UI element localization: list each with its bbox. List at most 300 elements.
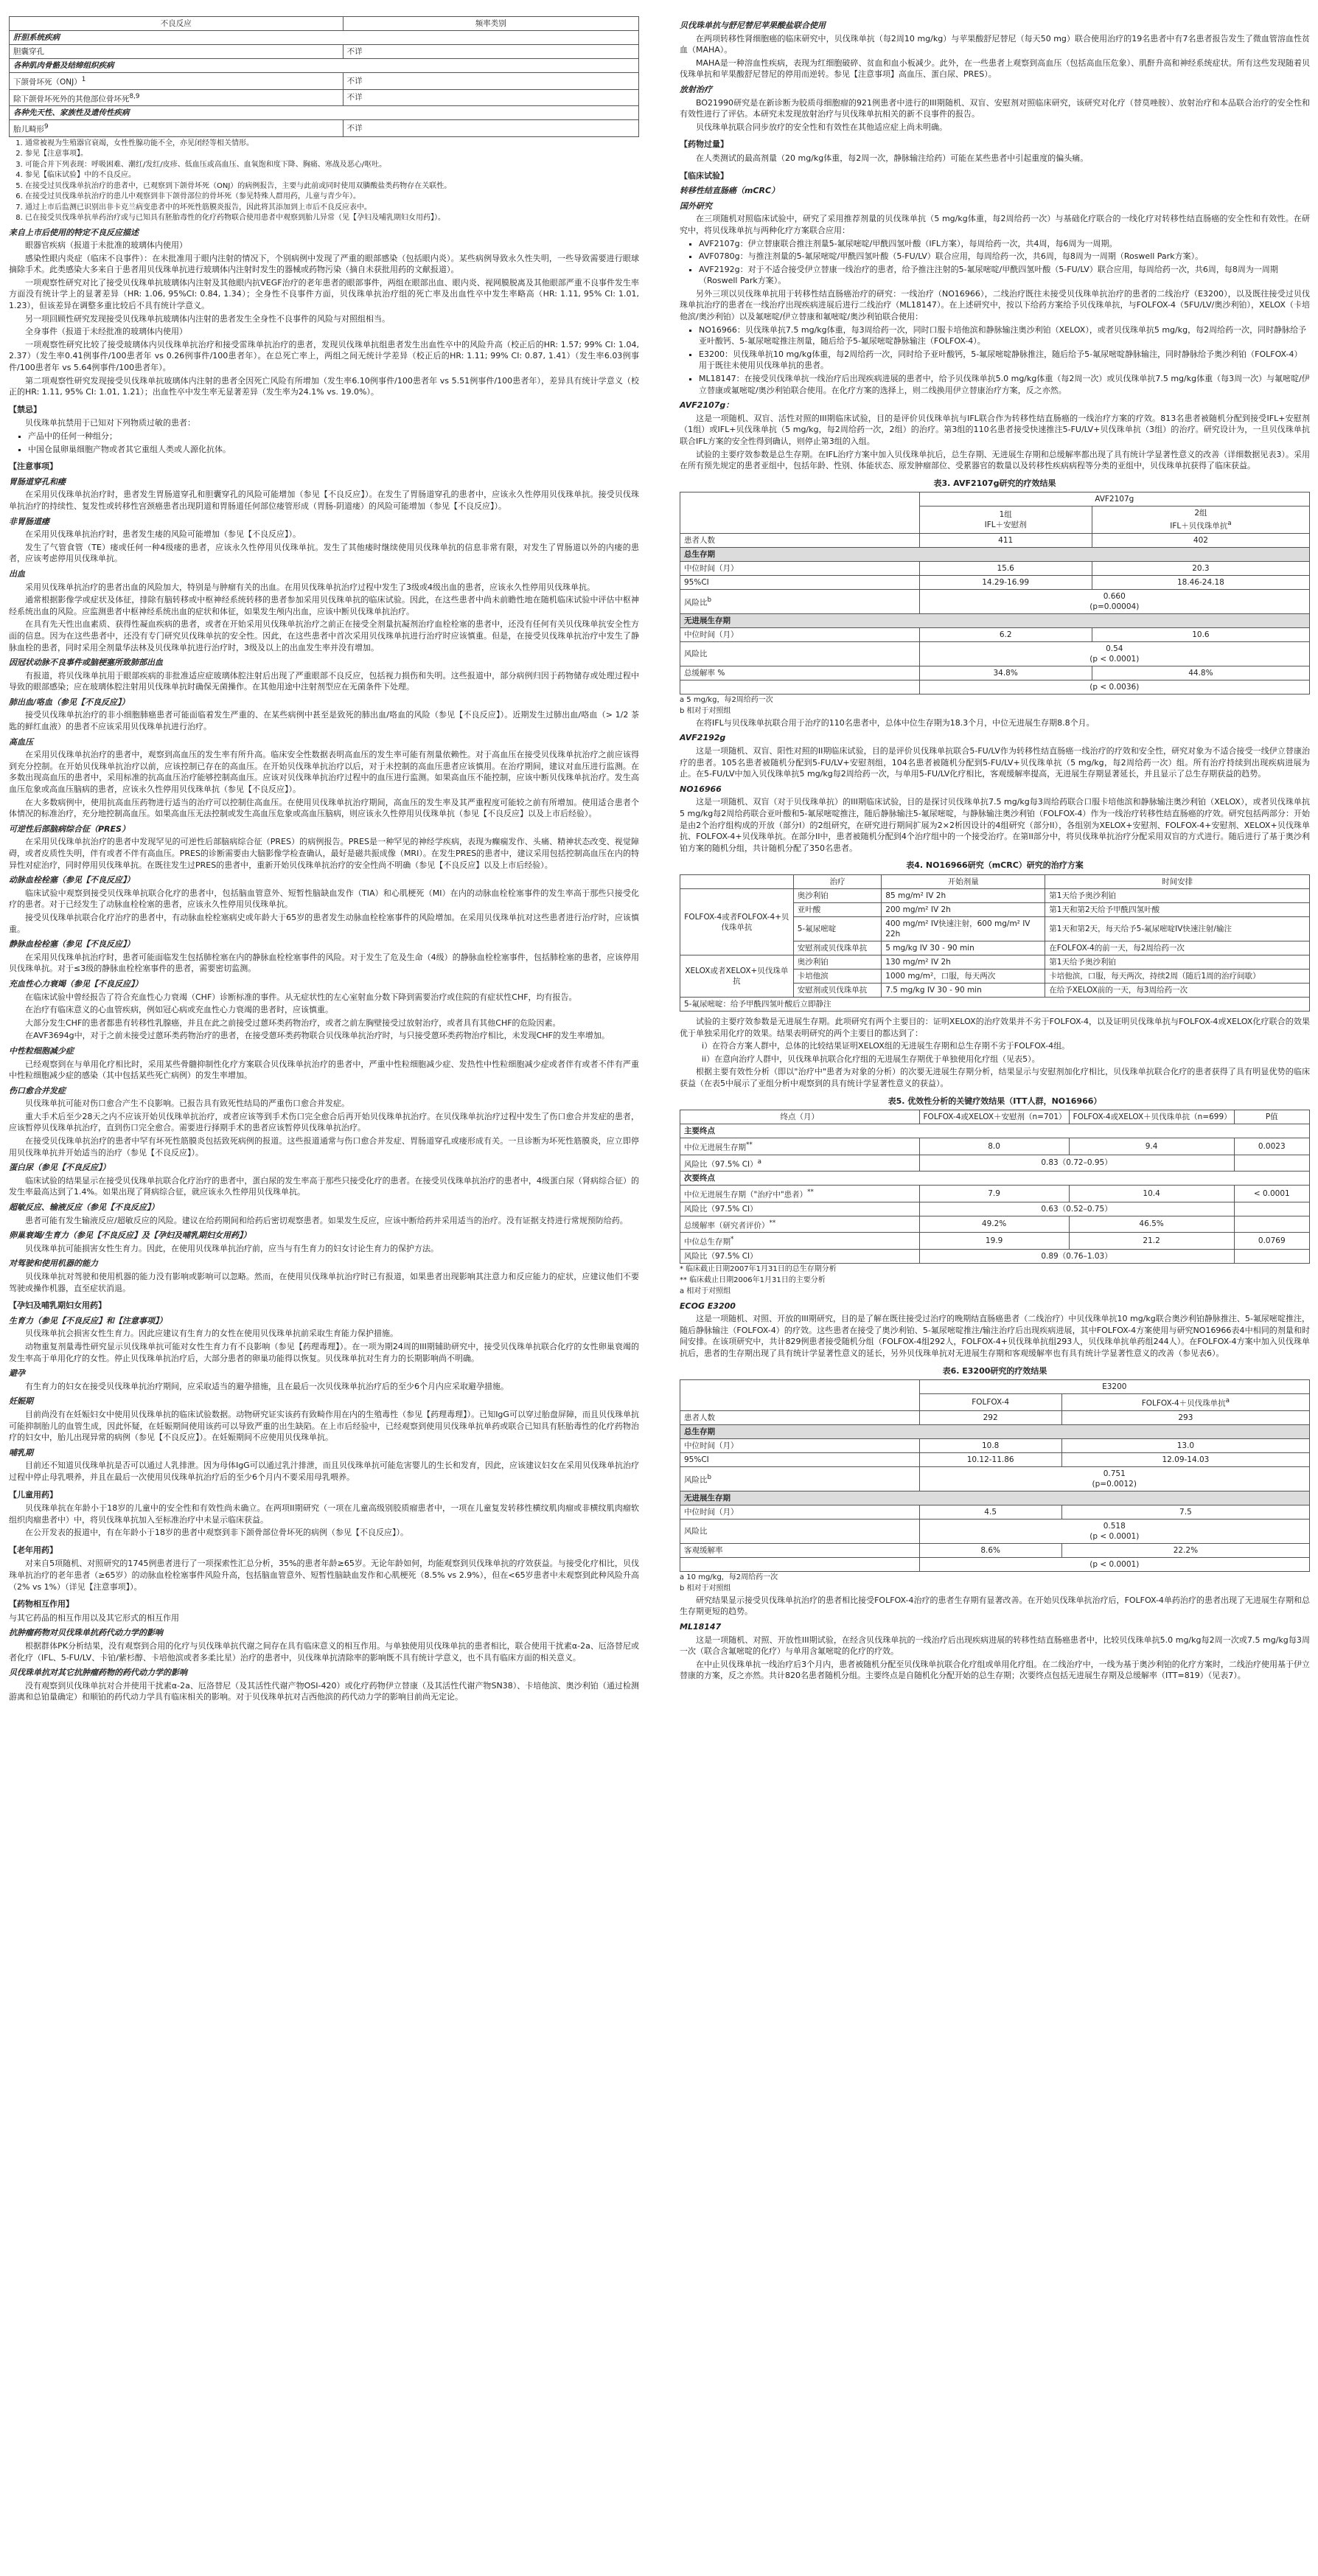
subsection-heading: 对驾驶和使用机器的能力 <box>9 1259 98 1269</box>
table4-header-cell: 时间安排 <box>1045 875 1310 889</box>
paragraph: 感染性眼内炎症（临床不良事件）：在未批准用于眼内注射的情况下，个别病例中发现了严重的眼部感染（包括眼内炎）。某些病例导致永久性失明，一些导致需要进行眼球摘除手术。此类感染大多来自于患者用贝伐珠单抗进行玻璃体内注射时发生的器械或药物污染（摘自未获批用药的文献报道）。 <box>9 253 639 275</box>
table5-section-row <box>680 1124 1310 1138</box>
ae-frequency-cell: 不详 <box>343 73 638 90</box>
bullet-item: ▪ NO16966：贝伐珠单抗7.5 mg/kg体重，每3周给药一次，同时口服卡培他滨和静脉输注奥沙利铂（XELOX），或者贝伐珠单抗5 mg/kg，每2周给药一次，同时静脉给予亚叶酸钙、5-氟尿嘧啶推注剂量，随后给予5-氟尿嘧啶静脉输注（FOLFOX-4）。 <box>699 324 1310 347</box>
row-label: 风险比 <box>684 1526 708 1536</box>
table5-header-cell: P值 <box>1234 1110 1309 1124</box>
table4-title: 表4. NO16966研究（mCRC）研究的治疗方案 <box>906 860 1084 871</box>
table5-p-cell <box>1234 1249 1309 1263</box>
section-heading: 【药物过量】 <box>680 139 728 150</box>
band-cell: 无进展生存期 <box>680 1491 1310 1505</box>
bullet-list <box>9 431 639 455</box>
ae-reaction-cell <box>10 89 344 106</box>
table5-label: 中位无进展生存期（"治疗中"患者） <box>684 1190 808 1200</box>
paragraph: 贝伐珠单抗在年龄小于18岁的儿童中的安全性和有效性尚未确立。在两项II期研究（一项在儿童高级别胶质瘤患者中，一项在儿童复发转移性横纹肌肉瘤或非横纹肌肉瘤软组织肉瘤患者中）中，将贝伐珠单抗加入至标准治疗中未显示临床获益。 <box>9 1503 639 1525</box>
ae-frequency-cell: 不详 <box>343 120 638 137</box>
table-note: a 10 mg/kg，每2周给药一次 <box>680 1573 778 1581</box>
paragraph: 另外三项以贝伐珠单抗用于转移性结直肠癌治疗的研究：一线治疗（NO16966），二线治疗既往未接受贝伐珠单抗治疗的患者的二线治疗（E3200），以及既往接受过贝伐珠单抗治疗的患者在一线治疗出现疾病进展后进行二线治疗（ML18147）。在上述研究中，按以下给药方案给予贝伐珠单抗，与FOLFOX-4（5FU/LV/奥沙利铂），XELOX（卡培他滨/奥沙利铂）以及氟嘧啶/伊立替康和氟嘧啶/奥沙利铂联合使用： <box>680 288 1310 322</box>
table3-col2-sup: a <box>1227 520 1232 528</box>
paragraph: 在人类测试的最高剂量（20 mg/kg体重，每2周一次，静脉输注给药）可能在某些患者中引起重度的偏头痛。 <box>696 153 1089 163</box>
table5-value-1: 49.2% <box>919 1216 1069 1233</box>
subsection-heading: 可逆性后部脑病综合征（PRES） <box>9 824 130 834</box>
table5-label: 中位总生存期 <box>684 1237 731 1247</box>
value-cell-1: 411 <box>919 533 1092 547</box>
band-cell: 总生存期 <box>680 1424 1310 1438</box>
table5-label-sup: ** <box>807 1188 814 1197</box>
subsection-heading: 贝伐珠单抗对其它抗肿瘤药物的药代动力学的影响 <box>9 1668 187 1678</box>
table4 <box>680 874 1310 1012</box>
paragraph: 在采用贝伐珠单抗治疗时，患者发生胃肠道穿孔和胆囊穿孔的风险可能增加（参见【不良反应】）。在发生了胃肠道穿孔的患者中，应该永久性停用贝伐珠单抗。接受贝伐珠单抗治疗的持续性、复发性或转移性宫颈癌患者出现阴道和胃肠道任何部位瘘管形成（胃肠-阴道瘘）的风险可能增加（参见【不良反应】）。 <box>9 490 639 511</box>
paragraph: 贝伐珠单抗可能对伤口愈合产生不良影响。已报告具有致死性结局的严重伤口愈合并发症。 <box>25 1099 349 1109</box>
value-cell-2: 10.6 <box>1092 627 1309 641</box>
data-row <box>680 1543 1310 1557</box>
table5 <box>680 1110 1310 1264</box>
table4-header-cell: 开始剂量 <box>882 875 1045 889</box>
paragraph: 在具有先天性出血素质、获得性凝血疾病的患者，或者在开始采用贝伐珠单抗治疗之前正在接受全剂量抗凝剂治疗血栓栓塞的患者中，还没有任何有关贝伐珠单抗安全性方面的信息。因为在这些患者中，还没有专门研究贝伐珠单抗的安全性。因此，在这些患者中首次采用贝伐珠单抗进行治疗时应该慎重。但是，在接受贝伐珠单抗治疗中发生了静脉血栓的患者，同时采用全剂量华法林及贝伐珠单抗进行治疗时，3级及以上的出血发生率并没有增加。 <box>9 619 639 652</box>
subsection-heading: 妊娠期 <box>9 1396 33 1407</box>
table5-value-2: 46.5% <box>1069 1216 1234 1233</box>
row-label-cell <box>680 589 920 613</box>
merged-value-cell: (p < 0.0001) <box>919 1557 1309 1571</box>
table5-value-2: 9.4 <box>1069 1138 1234 1155</box>
merged-value-cell: 0.751 (p=0.0012) <box>919 1466 1309 1491</box>
table4-schedule-cell: 在给予XELOX前的一天，每3周给药一次 <box>1045 984 1310 998</box>
table5-row <box>680 1155 1310 1172</box>
table4-header-row <box>680 875 1310 889</box>
subsection-heading: 生育力（参见【不良反应】和【注意事项】） <box>9 1315 167 1326</box>
table4-row <box>680 889 1310 903</box>
subsection-heading: AVF2107g： <box>680 400 734 411</box>
ae-reaction-cell <box>10 45 344 59</box>
row-label-cell <box>680 680 920 694</box>
table5-label-cell <box>680 1186 920 1202</box>
merged-value-cell: (p < 0.0036) <box>919 680 1309 694</box>
paragraph: 患者可能有发生输液反应/超敏反应的风险。建议在给药期间和给药后密切观察患者。如果发生反应，应该中断给药并采用适当的治疗。没有证据支持进行常规预防给药。 <box>25 1215 628 1225</box>
paragraph: 全身事件（报道于未经批准的玻璃体内使用） <box>25 327 187 337</box>
value-cell-2: 13.0 <box>1061 1438 1309 1452</box>
table-note: ** 临床截止日期2006年1月31日的主要分析 <box>680 1275 826 1284</box>
subsection-heading: 出血 <box>9 568 25 579</box>
e3200-text: 这是一项随机、对照、开放的III期研究，目的是了解在既往接受过治疗的晚期结直肠癌患者（二线治疗）中贝伐珠单抗10 mg/kg联合奥沙利铂静脉推注、5-氟尿嘧啶推注，随后静脉输注（FOLFOX-4）的疗效。这些患者在接受了奥沙利铂、5-氟尿嘧啶推注/输注治疗后出现疾病进展，其中FOLFOX-4方案使用与研究NO16966表4中相同的剂量和时间安排。在该项研究中，共计829例患者接受随机分组（FOLFOX-4组292人，FOLFOX-4+贝伐珠单抗组293人，贝伐珠单抗单药组244人）。在FOLFOX-4方案中加入贝伐珠单抗后，患者的生存期出现了具有统计学显著性意义的延长，另外贝伐珠单抗对无进展生存期和客观缓解率也有具有统计学显著性意义的改善（参见表6）。 <box>680 1314 1310 1359</box>
paragraph: 试验的主要疗效参数是总生存期。在IFL治疗方案中加入贝伐珠单抗后，总生存期、无进展生存期和总缓解率都出现了具有统计学显著性意义的改善（详细数据见表3）。采用在所有预先规定的患者亚组中，包括年龄、性别、体能状态、原发肿瘤部位、受累器官的数量以及转移性疾病病程等分类的亚组中，贝伐珠单抗获得了临床获益。 <box>680 449 1310 471</box>
paragraph: 在AVF3694g中，对于之前未接受过蒽环类药物治疗的患者，在接受蒽环类药物联合贝伐珠单抗治疗时，与只接受蒽环类药物治疗相比，未发现CHF的发生率增加。 <box>25 1031 610 1041</box>
ae-row <box>10 45 639 59</box>
table4-header-cell <box>680 875 794 889</box>
paragraph: 通常根据影像学或症状及体征，排除有脑转移或中枢神经系统转移的患者参加采用贝伐珠单抗的临床试验。因此，在这些患者中尚未前瞻性地在随机临床试验中评估中枢神经系统出血的风险。应监测患者中枢神经系统出血的症状和体征，如果发生颅内出血，应该中断贝伐珠单抗治疗。 <box>9 595 639 616</box>
subsection-heading: 国外研究 <box>680 201 712 211</box>
table4-header-cell: 治疗 <box>793 875 882 889</box>
data-row <box>680 1438 1310 1452</box>
table5-p-cell: 0.0769 <box>1234 1233 1309 1250</box>
left-body-text <box>9 227 639 1704</box>
paragraph: 目前还不知道贝伐珠单抗是否可以通过人乳排泄。因为母体IgG可以通过乳汁排泄，而且贝伐珠单抗可能危害婴儿的生长和发育，因此，应该建议妇女在采用贝伐珠单抗治疗过程中停止母乳喂养，并且在最后一次使用贝伐珠单抗治疗后的至少6个月内不要采用母乳喂养。 <box>9 1461 639 1482</box>
table5-label-sup: ** <box>769 1219 776 1227</box>
left-column <box>9 16 639 1705</box>
paragraph: 根据群体PK分析结果，没有观察到合用的化疗与贝伐珠单抗代谢之间存在具有临床意义的相互作用。与单独使用贝伐珠单抗的患者相比，联合使用干扰素α-2a、厄洛替尼或者化疗（IFL、5-FU/LV、卡铂/紫杉醇、卡培他滨或者多柔比星）治疗的患者中，贝伐珠单抗清除率的影响既不具有统计学意义，也不具有临床方面的相关意义。 <box>9 1641 639 1663</box>
paragraph: 另一项回顾性研究发现接受贝伐珠单抗玻璃体内注射的患者发生全身性不良事件的风险与对照组相当。 <box>25 313 390 324</box>
table3-col1 <box>919 507 1092 534</box>
table4-schedule-cell: 第1天和第2天，每天给予5-氟尿嘧啶IV快速注射/输注 <box>1045 917 1310 941</box>
data-row <box>680 561 1310 575</box>
bullet-item: ▪ ML18147：在接受贝伐珠单抗一线治疗后出现疾病进展的患者中，给予贝伐珠单抗5.0 mg/kg体重（每2周一次）或贝伐珠单抗7.5 mg/kg体重（每3周一次）与氟嘧啶/伊立替康或氟嘧啶/奥沙利铂联合使用。在化疗方案的选择上，则二线换用伊立替康治疗方案，反之亦然。 <box>699 373 1310 396</box>
row-label: 中位时间（月） <box>684 1441 739 1450</box>
table5-notes <box>680 1264 1310 1297</box>
list-paragraph: i）在符合方案人群中，总体的比较结果证明XELOX组的无进展生存期和总生存期不劣于FOLFOX-4组。 <box>702 1041 1070 1051</box>
ae-reaction-label: 胎儿畸形 <box>13 125 44 134</box>
paragraph: 在接受贝伐珠单抗治疗的患者中罕有坏死性筋膜炎包括致死病例的报道。这些报道通常与伤口愈合并发症、胃肠道穿孔或瘘形成有关。一旦诊断为坏死性筋膜炎，应立即停用贝伐珠单抗并开始适当的治疗（参见【不良反应】）。 <box>9 1136 639 1158</box>
paragraph: 一项观察性研究对比了接受贝伐珠单抗玻璃体内注射及其他眼内抗VEGF治疗的老年患者的眼部事件，两组在眼部出血、眼内炎、视网膜脱离及其他眼部严重不良事件发生率方面没有统计学上的显著差异（HR: 1.06, 95%CI: 0.84, 1.34）；全身性不良事件方面，贝伐珠单抗治疗组的死亡率及出血性卒中发生率略高（HR: 1.11, 95% CI: 1.01, 1.23），但该差异在调整多重比较后不具有统计学意义。 <box>9 277 639 311</box>
row-label-cell <box>680 1438 920 1452</box>
paragraph: 第二项观察性研究发现接受贝伐珠单抗玻璃体内注射的患者全因死亡风险有所增加（发生率6.10例事件/100患者年 vs 5.51例事件/100患者年），差异具有统计学意义（校正的HR: 1.11, 95% CI: 1.01, 1.21）；出血性卒中发生率无显著差异（发生率为24.1% vs. 19.0%）。 <box>9 375 639 397</box>
ae-row <box>10 73 639 90</box>
paragraph: 对来自5项随机、对照研究的1745例患者进行了一项探索性汇总分析，35%的患者年龄≥65岁。无论年龄如何，均能观察到贝伐珠单抗的疗效获益。与接受化疗相比，贝伐珠单抗治疗的老年患者（≥65岁）的动脉血栓栓塞事件风险升高，包括脑血管意外、短暂性脑缺血发作和心肌梗死（8.5% vs 2.9%），但在<65岁患者中未观察到此种风险升高（2% vs 1%）（详见【注意事项】）。 <box>9 1559 639 1592</box>
table5-value-1: 8.0 <box>919 1138 1069 1155</box>
right-intro-text <box>680 20 1310 472</box>
table3-group: AVF2107g <box>919 492 1309 507</box>
data-row <box>680 1557 1310 1571</box>
table5-merged-cell: 0.89（0.76–1.03） <box>919 1249 1234 1263</box>
ae-footnote: 6. 在接受过贝伐珠单抗治疗的患儿中观察到非下颌骨部位的骨坏死（参见特殊人群用药，儿童与青少年）。 <box>25 192 639 202</box>
ml18147-title: ML18147 <box>680 1621 722 1632</box>
ae-reaction-sup: 8,9 <box>129 92 140 100</box>
row-label: 风险比 <box>684 649 708 658</box>
table6-group: E3200 <box>919 1380 1309 1394</box>
value-cell-2: 20.3 <box>1092 561 1309 575</box>
ae-footnote: 7. 通过上市后监测已识别出非卡克兰病变患者中的坏死性筋膜炎报告，因此将其添加到上市后不良反应表中。 <box>25 203 639 213</box>
subsection-heading: 蛋白尿（参见【不良反应】） <box>9 1163 111 1173</box>
bullet-list <box>680 324 1310 397</box>
subsection-heading: 肺出血/咯血（参见【不良反应】） <box>9 697 130 707</box>
table4-footer-row <box>680 998 1310 1012</box>
ae-reaction-label: 胆囊穿孔 <box>13 47 44 56</box>
row-label: 95%CI <box>684 577 709 587</box>
no16966-text: 这是一项随机、双盲（对于贝伐珠单抗）的III期临床试验，目的是探讨贝伐珠单抗7.5 mg/kg每3周给药联合口服卡培他滨和静脉输注奥沙利铂（XELOX），或者贝伐珠单抗5 mg/kg每2周给药联合亚叶酸和5-氟尿嘧啶推注，随后静脉输注5-氟尿嘧啶，与静脉输注奥沙利铂（FOLFOX-4）作为一线治疗转移性结直肠癌的疗效。研究包括两部分：开始是由2个治疗组构成的开放（部分I）的2组研究，在研究进行期间扩展为2×2析因设计的4组研究（部分II），各组别为XELOX+安慰剂、FOLFOX-4+安慰剂、XELOX+贝伐珠单抗、FOLFOX-4+贝伐珠单抗。在部分II中，患者被随机分配到4个治疗组中的一个接受治疗。在第II部分中，将贝伐珠单抗治疗分配采用双盲的方式进行。随后进行了基于奥沙利铂方案的随机分组，共计随机分配了350名患者。 <box>680 797 1310 853</box>
ae-table-body <box>10 31 639 137</box>
table5-label-cell <box>680 1216 920 1233</box>
table4-drug-cell: 奥沙利铂 <box>793 955 882 970</box>
row-label-cell <box>680 1505 920 1519</box>
data-row <box>680 680 1310 694</box>
value-cell-2: 44.8% <box>1092 666 1309 680</box>
value-cell-1: 34.8% <box>919 666 1092 680</box>
table4-schedule-cell: 卡培他滨，口服，每天两次，持续2周（随后1周的治疗间歇） <box>1045 970 1310 984</box>
row-label-cell <box>680 1410 920 1424</box>
ml18147-text: 这是一项随机、对照、开放性III期试验，在经含贝伐珠单抗的一线治疗后出现疾病进展的转移性结直肠癌患者中，比较贝伐珠单抗5.0 mg/kg每2周一次或7.5 mg/kg每3周一次（联合含氟嘧啶的化疗）与单用含氟嘧啶的化疗的疗效。 <box>680 1635 1310 1657</box>
data-row <box>680 575 1310 589</box>
data-row <box>680 666 1310 680</box>
table6-col2-sup: a <box>1225 1397 1230 1405</box>
right-column <box>680 16 1310 1683</box>
paragraph: 接受贝伐珠单抗治疗的非小细胞肺癌患者可能面临着发生严重的、在某些病例中甚至是致死的肺出血/咯血的风险（参见【不良反应】）。近期发生过肺出血/咯血（> 1/2 茶匙的鲜红血液）的患者不应该采用贝伐珠单抗进行治疗。 <box>9 710 639 732</box>
table5-header-row <box>680 1110 1310 1124</box>
table3-corner <box>680 492 920 534</box>
ae-header-frequency: 频率类别 <box>343 17 638 31</box>
ae-section-row <box>10 59 639 73</box>
table4-footer-cell: 5-氟尿嘧啶：给予甲酰四氢叶酸后立即静注 <box>680 998 1310 1012</box>
data-row <box>680 533 1310 547</box>
table5-label-sup: a <box>757 1158 761 1166</box>
table4-dose-cell: 85 mg/m² IV 2h <box>882 889 1045 903</box>
ae-reaction-cell <box>10 73 344 90</box>
section-heading: 【注意事项】 <box>9 462 57 472</box>
row-label-cell <box>680 641 920 666</box>
table5-row <box>680 1202 1310 1216</box>
row-label: 患者人数 <box>684 535 715 545</box>
subsection-heading: 充血性心力衰竭（参见【不良反应】） <box>9 978 143 989</box>
row-label-cell <box>680 1466 920 1491</box>
paragraph: 这是一项随机、双盲、活性对照的III期临床试验，目的是评价贝伐珠单抗与IFL联合作为转移性结直肠癌的一线治疗方案的疗效。813名患者被随机分配到接受IFL+安慰剂（1组）或IFL+贝伐珠单抗（5 mg/kg，每2周给药一次，2组）的治疗。第3组的110名患者接受快速推注5-FU/LV+贝伐珠单抗（3组）的治疗。研究设计为，一旦贝伐珠单抗联合IFL方案的安全性得到确认，则停止第3组的入组。 <box>680 413 1310 446</box>
section-heading: 【老年用药】 <box>9 1545 57 1555</box>
paragraph: 与其它药品的相互作用以及其它形式的相互作用 <box>9 1612 179 1623</box>
table5-label-cell <box>680 1155 920 1172</box>
ae-section-row <box>10 106 639 120</box>
ae-frequency-cell: 不详 <box>343 45 638 59</box>
value-cell-1: 14.29-16.99 <box>919 575 1092 589</box>
after-table6-text: 研究结果显示接受贝伐珠单抗治疗的患者相比接受FOLFOX-4治疗的患者生存期有显著改善。在开始贝伐珠单抗治疗后，FOLFOX-4单药治疗的患者出现了无进展生存期和总生存期更短的趋势。 <box>680 1595 1310 1617</box>
table5-label-sup: * <box>731 1236 734 1244</box>
table5-label-cell <box>680 1138 920 1155</box>
bullet-item: ▪ 中国仓鼠卵巢细胞产物或者其它重组人类或人源化抗体。 <box>28 444 639 456</box>
paragraph: 临床试验中观察到接受贝伐珠单抗联合化疗的患者中，包括脑血管意外、短暂性脑缺血发作（TIA）和心肌梗死（MI）在内的动脉血栓栓塞事件的发生率高于那些只接受化疗的患者。对于已经发生了动脉血栓栓塞的患者，应该永久性停用贝伐珠单抗。 <box>9 888 639 910</box>
subsection-heading: 静脉血栓栓塞（参见【不良反应】） <box>9 939 135 950</box>
bullet-item: ▪ AVF0780g：与推注剂量的5-氟尿嘧啶/甲酰四氢叶酸（5-FU/LV）联合应用，每周给药一次，共6周，每8周为一周期（Roswell Park方案）。 <box>699 251 1310 262</box>
table5-merged-cell: 0.83（0.72–0.95） <box>919 1155 1234 1172</box>
no16966-title: NO16966 <box>680 784 722 794</box>
paragraph: 已经观察到在与单用化疗相比时，采用某些骨髓抑制性化疗方案联合贝伐珠单抗治疗的患者中，严重中性粒细胞减少症、发热性中性粒细胞减少症或者伴有或者不伴有严重中性粒细胞减少症的感染（其中包括某些死亡病例）的发生率增加。 <box>9 1059 639 1081</box>
table4-dose-cell: 7.5 mg/kg IV 30 - 90 min <box>882 984 1045 998</box>
table5-section-row <box>680 1172 1310 1186</box>
bullet-item: ▪ E3200：贝伐珠单抗10 mg/kg体重，每2周给药一次，同时给予亚叶酸钙，5-氟尿嘧啶静脉推注，随后给予5-氟尿嘧啶静脉输注，同时静脉给予奥沙利铂（FOLFOX-4）用于既往未使用贝伐珠单抗的患者。 <box>699 349 1310 372</box>
data-row <box>680 627 1310 641</box>
paragraph: 目前尚没有在妊娠妇女中使用贝伐珠单抗的临床试验数据。动物研究证实该药有致畸作用在内的生殖毒性（参见【药理毒理】）。已知IgG可以穿过胎盘屏障，而且贝伐珠单抗可能抑制胎儿的血管生成，因此怀疑，在妊娠期间使用该药可以导致严重的出生缺陷。在上市后经验中，已经观察到使用贝伐珠单抗单药或联合已知具有胚胎毒性的化疗药物治疗的妇女中，胎儿出现异常的病例（参见【不良反应】）。在妊娠期间不应使用贝伐珠单抗。 <box>9 1409 639 1443</box>
band-row <box>680 1491 1310 1505</box>
bullet-item: ▪ AVF2107g：伊立替康联合推注剂量5-氟尿嘧啶/甲酰四氢叶酸（IFL方案），每周给药一次，共4周，每6周为一周期。 <box>699 238 1310 250</box>
table4-dose-cell: 1000 mg/m²，口服，每天两次 <box>882 970 1045 984</box>
section-heading: 【儿童用药】 <box>9 1489 57 1500</box>
row-label: 中位时间（月） <box>684 630 739 639</box>
value-cell-2: 293 <box>1061 1410 1309 1424</box>
section-heading: 【临床试验】 <box>680 170 728 181</box>
subsection-heading: 卵巢衰竭/生育力（参见【不良反应】及【孕妇及哺乳期妇女用药】） <box>9 1230 251 1241</box>
row-label: 风险比 <box>684 598 708 608</box>
table5-section-cell: 主要终点 <box>680 1124 1310 1138</box>
table5-p-cell <box>1234 1155 1309 1172</box>
subsection-heading: 转移性结直肠癌（mCRC） <box>680 186 780 196</box>
ae-header-reaction: 不良反应 <box>10 17 344 31</box>
section-heading: 【药物相互作用】 <box>9 1599 74 1609</box>
table4-drug-cell: 卡培他滨 <box>793 970 882 984</box>
table5-body <box>680 1124 1310 1264</box>
row-label-cell <box>680 1557 920 1571</box>
paragraph: 贝伐珠单抗禁用于已知对下列物质过敏的患者： <box>25 418 195 428</box>
table3-col2 <box>1092 507 1309 534</box>
table5-row <box>680 1138 1310 1155</box>
value-cell-2: 402 <box>1092 533 1309 547</box>
paragraph: 贝伐珠单抗对驾驶和使用机器的能力没有影响或影响可以忽略。然而，在使用贝伐珠单抗治疗时已有报道，如果患者出现影响其注意力和反应能力的症状，应建议他们不要驾驶或操作机器，直至症状消退。 <box>9 1272 639 1293</box>
table3-col2-arm: IFL＋贝伐珠单抗 <box>1170 521 1228 531</box>
row-label-cell <box>680 627 920 641</box>
table6-title: 表6. E3200研究的疗效结果 <box>942 1365 1047 1376</box>
table5-row <box>680 1233 1310 1250</box>
table5-section-cell: 次要终点 <box>680 1172 1310 1186</box>
ae-reaction-label: 除下颌骨坏死外的其他部位骨坏死 <box>13 94 130 103</box>
section-heading: 【禁忌】 <box>9 404 41 414</box>
table5-label: 总缓解率（研究者评价） <box>684 1221 770 1230</box>
merged-value-cell: 0.518 (p < 0.0001) <box>919 1519 1309 1543</box>
subsection-heading: 非胃肠道瘘 <box>9 516 49 526</box>
row-label-sup: b <box>707 1473 712 1481</box>
table3-body <box>680 533 1310 694</box>
value-cell-2: 12.09-14.03 <box>1061 1452 1309 1466</box>
paragraph: 在两项转移性肾细胞癌的临床研究中，贝伐珠单抗（每2周10 mg/kg）与苹果酸舒尼替尼（每天50 mg）联合使用治疗的19名患者中有7名患者报告发生了微血管溶血性贫血（MAHA）。 <box>680 33 1310 55</box>
band-row <box>680 613 1310 627</box>
subsection-heading: 哺乳期 <box>9 1447 33 1458</box>
table5-value-1: 19.9 <box>919 1233 1069 1250</box>
paragraph: 贝伐珠单抗联合同步放疗的安全性和有效性在其他适应症上尚未明确。 <box>696 122 947 132</box>
ae-frequency-cell: 不详 <box>343 89 638 106</box>
row-label: 风险比 <box>684 1475 708 1485</box>
data-row <box>680 1466 1310 1491</box>
paragraph: 一项观察性研究比较了接受玻璃体内贝伐珠单抗治疗和接受雷珠单抗治疗的患者，发现贝伐珠单抗组患者发生出血性卒中的风险升高（校正后的HR: 1.57; 99% CI: 1.04, 2.37）（发生率0.41例事件/100患者年 vs 0.26例事件/100患者年）。在总死亡率上，两组之间无统计学差异（校正后的HR: 1.11; 99% CI: 0.87, 1.41）（发生率6.03例事件/100患者年 vs 5.64例事件/100患者年）。 <box>9 339 639 373</box>
bullet-list <box>680 238 1310 287</box>
row-label-sup: b <box>707 596 712 605</box>
table5-header-cell: FOLFOX-4或XELOX＋安慰剂（n=701） <box>919 1110 1069 1124</box>
table5-value-1: 7.9 <box>919 1186 1069 1202</box>
paragraph: 贝伐珠单抗可能损害女性生育力。因此，在使用贝伐珠单抗治疗前，应当与有生育力的妇女讨论生育力的保护方法。 <box>25 1243 439 1253</box>
row-label-cell <box>680 666 920 680</box>
table4-schedule-cell: 在FOLFOX-4的前一天，每2周给药一次 <box>1045 941 1310 955</box>
table5-header-cell: FOLFOX-4或XELOX＋贝伐珠单抗（n=699） <box>1069 1110 1234 1124</box>
subsection-heading: 中性粒细胞减少症 <box>9 1045 74 1056</box>
paragraph: 大部分发生CHF的患者都患有转移性乳腺癌，并且在此之前接受过蒽环类药物治疗，或者之前左胸壁接受过放射治疗，或者具有其他CHF的危险因素。 <box>25 1017 561 1028</box>
ae-row <box>10 120 639 137</box>
value-cell-2: 7.5 <box>1061 1505 1309 1519</box>
ae-section-cell: 各种肌肉骨骼及结缔组织疾病 <box>10 59 639 73</box>
row-label-cell <box>680 1519 920 1543</box>
subsection-heading: 胃肠道穿孔和瘘 <box>9 476 66 487</box>
table5-label-cell <box>680 1249 920 1263</box>
ae-footnotes <box>9 139 639 223</box>
merged-value-cell: 0.54 (p < 0.0001) <box>919 641 1309 666</box>
table3-col2-group: 2组 <box>1194 509 1207 518</box>
ae-footnote: 4. 参见【临床试验】中的不良反应。 <box>25 170 639 181</box>
ae-reaction-cell <box>10 120 344 137</box>
value-cell-1: 15.6 <box>919 561 1092 575</box>
value-cell-1: 4.5 <box>919 1505 1061 1519</box>
table5-label-sup: ** <box>746 1141 753 1149</box>
value-cell-1: 292 <box>919 1410 1061 1424</box>
table5-p-cell: 0.0023 <box>1234 1138 1309 1155</box>
table4-schedule-cell: 第1天给予奥沙利铂 <box>1045 955 1310 970</box>
paragraph: MAHA是一种溶血性疾病，表现为红细胞破碎、贫血和血小板减少。此外，在一些患者上观察到高血压（包括高血压危象）、肌酐升高和神经系统症状。所有这些发现随着贝伐珠单抗和苹果酸舒尼替尼的停用而逆转。参见【注意事项】高血压、蛋白尿、PRES）。 <box>680 58 1310 80</box>
paragraph: 没有观察到贝伐珠单抗对合并使用干扰素α-2a、厄洛替尼（及其活性代谢产物OSI-420）或化疗药物伊立替康（及其活性代谢产物SN38）、卡培他滨、奥沙利铂（通过检测游离和总铂量确定）和顺铂的药代动力学具有临床相关的影响。对于贝伐珠单抗对吉西他滨的药代动力学的影响目前尚无定论。 <box>9 1680 639 1702</box>
ae-footnote: 3. 可能合并下列表现：呼吸困难、潮红/发红/皮疹、低血压或高血压、血氧饱和度下降、胸痛、寒战及恶心/呕吐。 <box>25 160 639 170</box>
table6-col2-label: FOLFOX-4＋贝伐珠单抗 <box>1141 1399 1226 1408</box>
subsection-heading: 因冠状动脉不良事件或脑梗塞所致肺部出血 <box>9 658 163 668</box>
data-row <box>680 1519 1310 1543</box>
table5-p-cell <box>1234 1216 1309 1233</box>
table5-label: 风险比（97.5% CI） <box>684 1160 758 1169</box>
subsection-heading: 抗肿瘤药物对贝伐珠单抗药代动力学的影响 <box>9 1628 163 1638</box>
subsection-heading: 放射治疗 <box>680 84 712 94</box>
paragraph: 贝伐珠单抗会损害女性生育力。因此应建议有生育力的女性在使用贝伐珠单抗前采取生育能力保护措施。 <box>25 1329 398 1339</box>
subsection-heading: 动脉血栓栓塞（参见【不良反应】） <box>9 875 135 885</box>
value-cell-1: 10.8 <box>919 1438 1061 1452</box>
list-paragraph: ii）在意向治疗人群中，贝伐珠单抗联合化疗组的无进展生存期优于单独使用化疗组（见表5）。 <box>702 1054 1040 1064</box>
table4-drug-cell: 安慰剂或贝伐珠单抗 <box>793 984 882 998</box>
paragraph: 在采用贝伐珠单抗治疗的患者中，观察到高血压的发生率有所升高。临床安全性数据表明高血压的发生率可能有剂量依赖性。对于高血压在接受贝伐珠单抗治疗之前应该得到充分控制。在开始贝伐珠单抗治疗以前，应该控制已存在的高血压。在开始贝伐珠单抗治疗以后，对于未控制的高血压患者应该慎用。在治疗期间，建议对血压进行监测。在多数出现高血压的患者中，采用标准的抗高血压治疗能够控制高血压。应该对贝伐珠单抗治疗过程中的血压进行监测。如果高血压不能控制，应该中断贝伐珠单抗治疗。发生高血压危象或高血压脑病的患者，应该永久性停用贝伐珠单抗（参见【不良反应】）。 <box>9 750 639 795</box>
value-cell-2: 18.46-24.18 <box>1092 575 1309 589</box>
table4-dose-cell: 200 mg/m² IV 2h <box>882 903 1045 917</box>
ae-footnote: 1. 通常被视为生殖器官衰竭，女性性腺功能不全，亦见闭经等相关情形。 <box>25 139 639 149</box>
row-label-cell <box>680 1543 920 1557</box>
after-table3-text: 在将IFL与贝伐珠单抗联合用于治疗的110名患者中，总体中位生存期为18.3个月，中位无进展生存期8.8个月。 <box>696 717 1095 728</box>
ml18147-text-2: 在中止贝伐珠单抗一线治疗后3个月内，患者被随机分配至贝伐珠单抗联合化疗组或单用化疗组。在二线治疗中，一线为基于奥沙利铂的化疗方案时，二线治疗使用基于伊立替康的方案，反之亦然。共计820名患者随机分组。主要终点是自随机化分配开始的总生存期；次要终点包括无进展生存期及总缓解率（ITT=819）（见表7）。 <box>680 1659 1310 1681</box>
table4-drug-cell: 亚叶酸 <box>793 903 882 917</box>
table5-row <box>680 1186 1310 1202</box>
table5-label: 风险比（97.5% CI） <box>684 1204 758 1214</box>
table5-p-cell: < 0.0001 <box>1234 1186 1309 1202</box>
row-label-cell <box>680 575 920 589</box>
paragraph: 有生育力的妇女在接受贝伐珠单抗治疗期间，应采取适当的避孕措施，且在最后一次贝伐珠单抗治疗后的至少6个月内应采取避孕措施。 <box>25 1381 509 1391</box>
table5-label-cell <box>680 1233 920 1250</box>
paragraph: BO21990研究是在新诊断为胶质母细胞瘤的921例患者中进行的III期随机、双盲、安慰剂对照临床研究，该研究对化疗（替莫唑胺）、放射治疗和本品联合治疗的安全性和有效性进行了评估。本研究未发现放射治疗与贝伐珠单抗相关的新不良事件的报告。 <box>680 97 1310 119</box>
table6-col2 <box>1061 1394 1309 1411</box>
row-label-cell <box>680 561 920 575</box>
band-row <box>680 547 1310 561</box>
table5-title: 表5. 优效性分析的关键疗效结果（ITT人群，NO16966） <box>888 1096 1102 1106</box>
ae-section-cell: 各种先天性、家族性及遗传性疾病 <box>10 106 639 120</box>
section-heading: 【孕妇及哺乳期妇女用药】 <box>9 1301 106 1311</box>
ae-reaction-sup: 1 <box>81 76 86 83</box>
table5-label: 风险比（97.5% CI） <box>684 1251 758 1261</box>
table4-regimen-cell: FOLFOX-4或者FOLFOX-4+贝伐珠单抗 <box>680 889 794 955</box>
table5-p-cell <box>1234 1202 1309 1216</box>
ae-footnote: 2. 参见【注意事项】。 <box>25 149 639 159</box>
row-label: 中位时间（月） <box>684 1507 739 1517</box>
bullet-item: ▪ 产品中的任何一种组分； <box>28 431 639 442</box>
band-row <box>680 1424 1310 1438</box>
data-row <box>680 589 1310 613</box>
table4-drug-cell: 奥沙利铂 <box>793 889 882 903</box>
e3200-title: ECOG E3200 <box>680 1301 736 1311</box>
band-cell: 总生存期 <box>680 547 1310 561</box>
table4-schedule-cell: 第1天给予奥沙利铂 <box>1045 889 1310 903</box>
table6 <box>680 1379 1310 1572</box>
value-cell-1: 8.6% <box>919 1543 1061 1557</box>
ae-row <box>10 89 639 106</box>
table3-title: 表3. AVF2107g研究的疗效结果 <box>933 478 1056 488</box>
adverse-reaction-table <box>9 16 639 137</box>
subsection-heading: 超敏反应、输液反应（参见【不良反应】） <box>9 1202 159 1213</box>
table5-row <box>680 1216 1310 1233</box>
subsection-heading: 高血压 <box>9 737 33 747</box>
paragraph: 在治疗有临床意义的心血管疾病，例如冠心病或充血性心力衰竭的患者时，应该慎重。 <box>25 1005 333 1015</box>
table4-row <box>680 955 1310 970</box>
row-label-cell <box>680 533 920 547</box>
ae-footnote: 8. 已在接受贝伐珠单抗单药治疗或与已知具有胚胎毒性的化疗药物联合使用患者中观察到胎儿异常（见【孕妇及哺乳期妇女用药】）。 <box>25 213 639 223</box>
value-cell-1: 10.12-11.86 <box>919 1452 1061 1466</box>
paragraph: 动物重复剂量毒性研究显示贝伐珠单抗可能对女性生育力有不良影响（参见【药理毒理】）。在一项为期24周的III期辅助研究中，接受贝伐珠单抗联合化疗的女性卵巢衰竭的发生率高于单用化疗的女性。停止贝伐珠单抗治疗后，大部分患者的卵巢功能得以恢复。贝伐珠单抗对生育力的长期影响尚不明确。 <box>9 1341 639 1363</box>
table-note: b 相对于对照组 <box>680 1584 731 1592</box>
table-note: a 5 mg/kg，每2周给药一次 <box>680 695 773 704</box>
value-cell-1: 6.2 <box>919 627 1092 641</box>
data-row <box>680 641 1310 666</box>
paragraph: 在采用贝伐珠单抗治疗时，患者可能面临发生包括肺栓塞在内的静脉血栓栓塞事件的风险。对于发生了危及生命（4级）的静脉血栓栓塞事件，包括肺栓塞的患者，应该停用贝伐珠单抗。对于≤3级的静脉血栓栓塞事件的患者，需要密切监测。 <box>9 952 639 974</box>
table5-label-cell <box>680 1202 920 1216</box>
paragraph: 采用贝伐珠单抗治疗的患者出血的风险加大，特别是与肿瘤有关的出血。在用贝伐珠单抗治疗过程中发生了3级或4级出血的患者，应该永久性停用贝伐珠单抗。 <box>25 582 595 592</box>
table5-value-2: 21.2 <box>1069 1233 1234 1250</box>
